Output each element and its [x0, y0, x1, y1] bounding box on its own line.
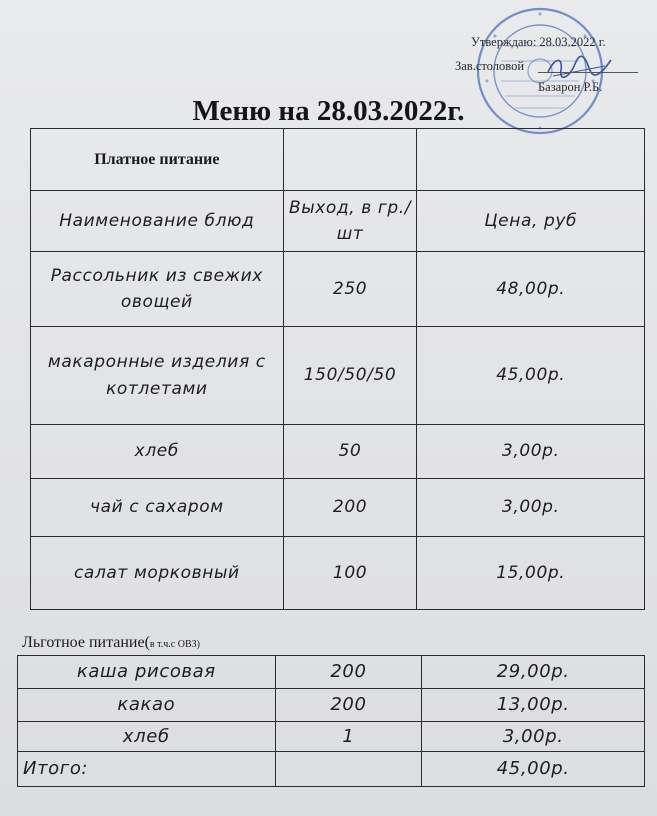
- column-header-dish: Наименование блюд: [31, 191, 284, 252]
- empty-cell: [275, 752, 422, 787]
- section-header-row: [31, 129, 645, 191]
- price-value: 13,00р.: [422, 689, 645, 722]
- portion-value: 100: [283, 537, 417, 610]
- column-header-price: Цена, руб: [417, 191, 645, 252]
- dish-name: каша рисовая: [18, 656, 276, 689]
- benefit-label: Льготное питание(: [22, 634, 150, 651]
- benefit-menu-table: [17, 655, 645, 787]
- total-value: 45,00р.: [422, 752, 645, 787]
- dish-name: хлеб: [18, 722, 276, 752]
- approval-line: Утверждаю: 28.03.2022 г.: [471, 35, 606, 49]
- price-value: 45,00р.: [417, 327, 645, 425]
- price-value: 3,00р.: [422, 722, 645, 752]
- portion-value: 250: [283, 252, 417, 327]
- portion-value: 50: [283, 425, 417, 479]
- empty-cell: [417, 129, 645, 191]
- price-value: 3,00р.: [417, 425, 645, 479]
- table-row: [31, 537, 645, 610]
- portion-value: 1: [275, 722, 422, 752]
- benefit-label-note: в т.ч.с ОВЗ): [149, 639, 200, 650]
- dish-name: салат морковный: [31, 537, 284, 610]
- section-label: Платное питание: [31, 129, 284, 191]
- total-label: Итого:: [18, 752, 276, 787]
- table-row: [18, 656, 645, 689]
- price-value: 3,00р.: [417, 479, 645, 537]
- canteen-head-label: Зав.столовой: [455, 59, 525, 73]
- portion-value: 200: [283, 479, 417, 537]
- table-row: [31, 252, 645, 327]
- table-row: [18, 722, 645, 752]
- table-row: [18, 689, 645, 722]
- benefit-section-label: [22, 634, 200, 652]
- dish-name: Рассольник из свежих овощей: [31, 252, 284, 327]
- portion-value: 200: [275, 689, 422, 722]
- price-value: 48,00р.: [417, 252, 645, 327]
- column-header-row: [31, 191, 645, 252]
- dish-name: макаронные изделия с котлетами: [31, 327, 284, 425]
- table-row: [31, 479, 645, 537]
- price-value: 29,00р.: [422, 656, 645, 689]
- portion-value: 150/50/50: [283, 327, 417, 425]
- paid-menu-table: [30, 128, 645, 610]
- empty-cell: [283, 129, 417, 191]
- dish-name: какао: [18, 689, 276, 722]
- page-title: Меню на 28.03.2022г.: [192, 95, 465, 127]
- total-row: [18, 752, 645, 787]
- portion-value: 200: [275, 656, 422, 689]
- table-row: [31, 425, 645, 479]
- signature-line: [538, 72, 638, 73]
- dish-name: чай с сахаром: [31, 479, 284, 537]
- approver-name: Базарон Р.Б.: [538, 80, 603, 94]
- dish-name: хлеб: [31, 425, 284, 479]
- price-value: 15,00р.: [417, 537, 645, 610]
- signature-icon: [545, 52, 615, 82]
- table-row: [31, 327, 645, 425]
- column-header-portion: Выход, в гр./шт: [283, 191, 417, 252]
